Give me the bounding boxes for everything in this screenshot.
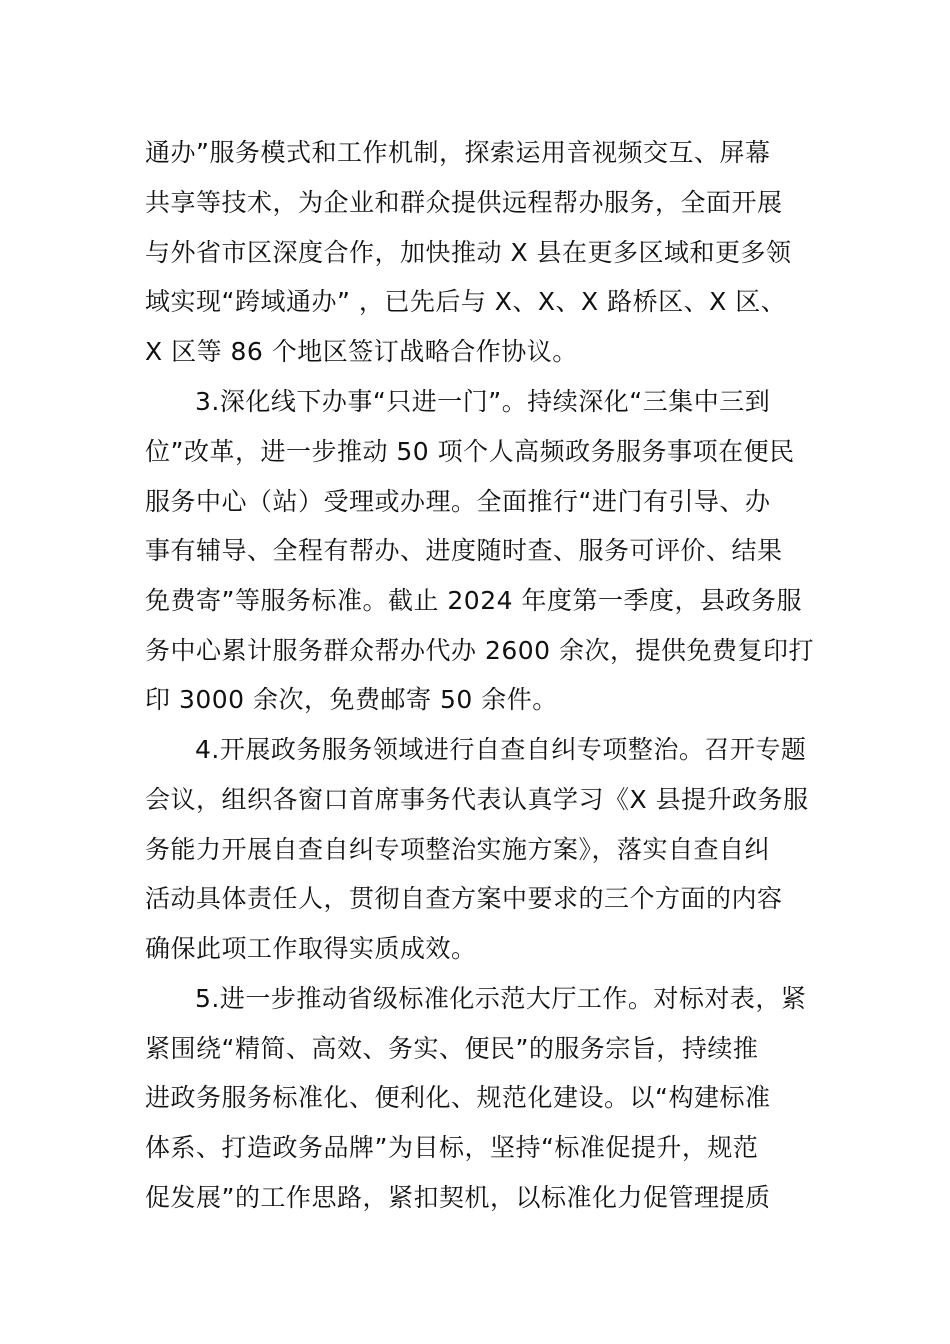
text-line: 印 3000 余次，免费邮寄 50 余件。 — [145, 685, 558, 714]
text-line: 会议，组织各窗口首席事务代表认真学习《X 县提升政务服 — [145, 785, 809, 814]
text-line: 域实现“跨域通办” ，已先后与 X、X、X 路桥区、X 区、 — [145, 287, 787, 316]
text-line: 免费寄”等服务标准。截止 2024 年度第一季度，县政务服 — [145, 586, 802, 615]
text-line: 务能力开展自查自纠专项整治实施方案》，落实自查自纠 — [145, 835, 771, 864]
text-line: 务中心累计服务群众帮办代办 2600 余次，提供免费复印打 — [145, 636, 815, 665]
paragraph-4-heading-line: 4.开展政务服务领域进行自查自纠专项整治。召开专题 — [195, 735, 807, 764]
text-line: 促发展”的工作思路，紧扣契机，以标准化力促管理提质 — [145, 1183, 771, 1212]
text-line: 位”改革，进一步推动 50 项个人高频政务服务事项在便民 — [145, 437, 795, 466]
paragraph-5-heading-line: 5.进一步推动省级标准化示范大厅工作。对标对表，紧 — [195, 984, 807, 1013]
text-line: 体系、打造政务品牌”为目标，坚持“标准促提升，规范 — [145, 1133, 759, 1162]
text-line: 紧围绕“精简、高效、务实、便民”的服务宗旨，持续推 — [145, 1034, 759, 1063]
text-line: 活动具体责任人，贯彻自查方案中要求的三个方面的内容 — [145, 884, 783, 913]
text-line: 确保此项工作取得实质成效。 — [145, 934, 477, 963]
text-line: 与外省市区深度合作，加快推动 X 县在更多区域和更多领 — [145, 238, 792, 267]
text-line: 通办”服务模式和工作机制，探索运用音视频交互、屏幕 — [145, 138, 771, 167]
text-line: 共享等技术，为企业和群众提供远程帮办服务，全面开展 — [145, 188, 783, 217]
paragraph-3-heading-line: 3.深化线下办事“只进一门”。持续深化“三集中三到 — [195, 387, 771, 416]
text-line: 事有辅导、全程有帮办、进度随时查、服务可评价、结果 — [145, 536, 783, 565]
text-line: 服务中心（站）受理或办理。全面推行“进门有引导、办 — [145, 487, 771, 516]
text-line: 进政务服务标准化、便利化、规范化建设。以“构建标准 — [145, 1083, 771, 1112]
text-line: X 区等 86 个地区签订战略合作协议。 — [145, 337, 578, 366]
